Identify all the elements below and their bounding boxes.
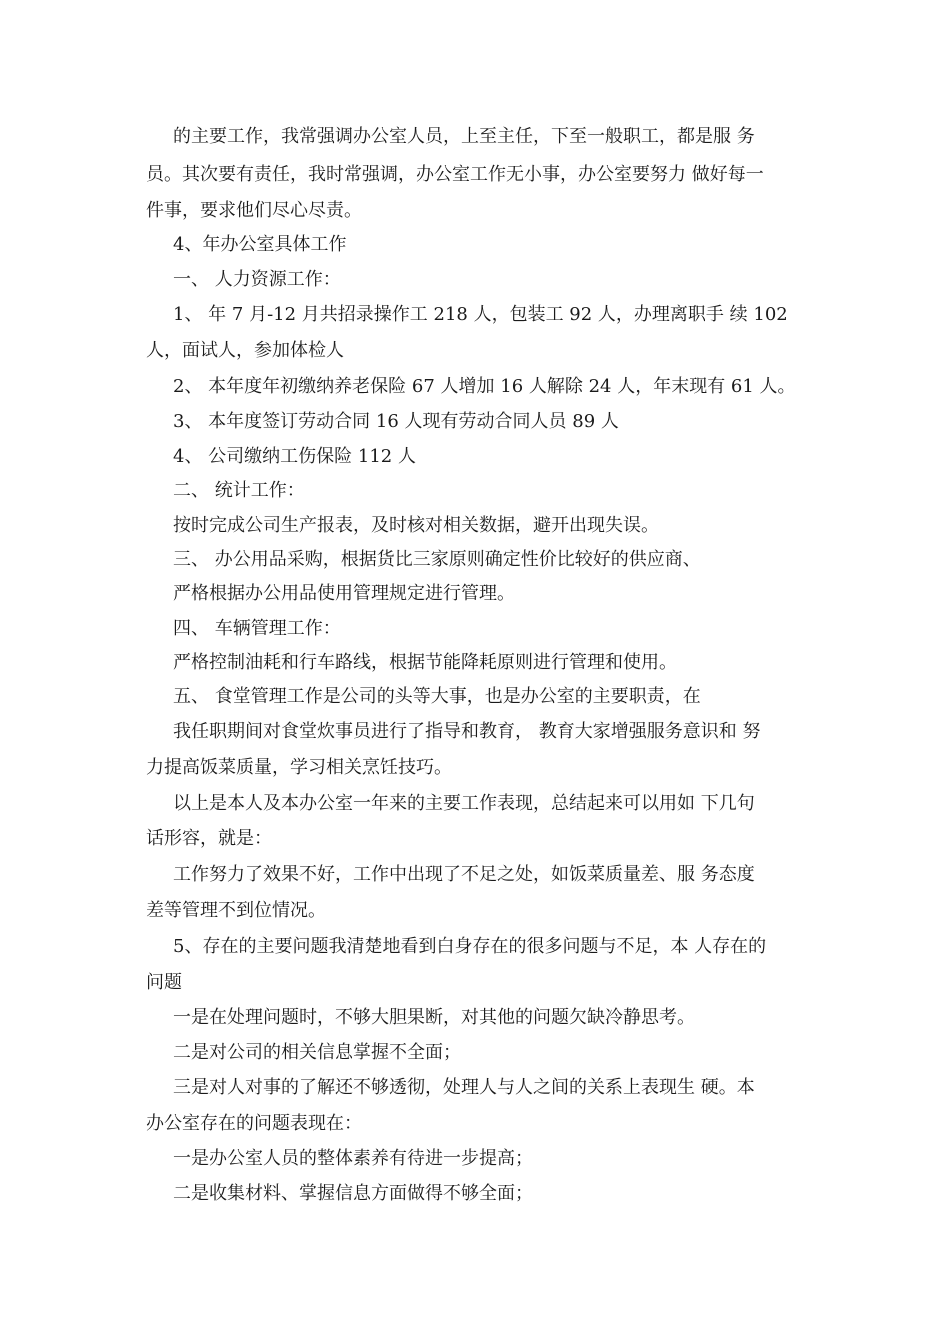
text-line: 人，面试人，参加体检人 [146,340,344,361]
section-heading: 4、年办公室具体工作 [173,234,347,255]
text-line: 我任职期间对食堂炊事员进行了指导和教育， 教育大家增强服务意识和 努 [173,721,761,742]
text-line: 力提高饭菜质量，学习相关烹饪技巧。 [146,757,452,778]
text-line: 办公室存在的问题表现在： [146,1113,362,1134]
section-heading: 三、 办公用品采购，根据货比三家原则确定性价比较好的供应商、 [173,549,701,570]
text-line: 一是在处理问题时，不够大胆果断，对其他的问题欠缺冷静思考。 [173,1007,695,1028]
text-line: 工作努力了效果不好，工作中出现了不足之处，如饭菜质量差、服 务态度 [173,864,755,885]
text-line: 按时完成公司生产报表，及时核对相关数据，避开出现失误。 [173,515,659,536]
text-line: 严格根据办公用品使用管理规定进行管理。 [173,583,515,604]
text-line: 三是对人对事的了解还不够透彻，处理人与人之间的关系上表现生 硬。本 [173,1077,755,1098]
text-line: 以上是本人及本办公室一年来的主要工作表现，总结起来可以用如 下几句 [173,793,755,814]
text-line: 二是对公司的相关信息掌握不全面； [173,1042,461,1063]
text-line: 问题 [146,972,182,993]
text-line: 差等管理不到位情况。 [146,900,326,921]
text-line: 员。其次要有责任，我时常强调，办公室工作无小事，办公室要努力 做好每一 [146,164,764,185]
text-line: 二是收集材料、掌握信息方面做得不够全面； [173,1183,533,1204]
text-line: 一是办公室人员的整体素养有待进一步提高； [173,1148,533,1169]
section-heading: 二、 统计工作： [173,480,305,501]
section-heading: 四、 车辆管理工作： [173,618,341,639]
text-line: 件事，要求他们尽心尽责。 [146,200,362,221]
text-line: 的主要工作，我常强调办公室人员，上至主任，下至一般职工，都是服 务 [173,126,755,147]
section-heading: 五、 食堂管理工作是公司的头等大事，也是办公室的主要职责，在 [173,686,701,707]
list-item: 4、 公司缴纳工伤保险 112 人 [173,446,416,467]
text-line: 严格控制油耗和行车路线，根据节能降耗原则进行管理和使用。 [173,652,677,673]
list-item: 1、 年 7 月-12 月共招录操作工 218 人，包装工 92 人，办理离职手 续 102 [173,304,788,325]
text-line: 话形容，就是： [146,828,272,849]
list-item: 3、 本年度签订劳动合同 16 人现有劳动合同人员 89 人 [173,411,619,432]
list-item: 2、 本年度年初缴纳养老保险 67 人增加 16 人解除 24 人，年末现有 61 人。 [173,376,796,397]
section-heading: 一、 人力资源工作： [173,269,341,290]
section-heading: 5、存在的主要问题我清楚地看到白身存在的很多问题与不足，本 人存在的 [173,936,767,957]
